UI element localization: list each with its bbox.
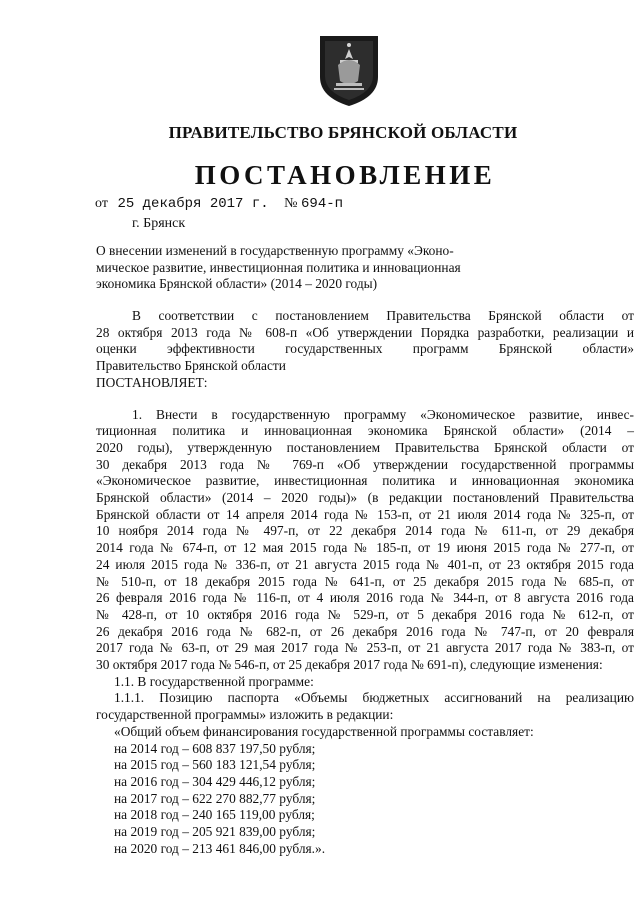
coat-of-arms-emblem <box>316 33 382 109</box>
funding-item: на 2016 год – 304 429 446,12 рубля; <box>114 773 316 789</box>
date-number-line <box>95 196 343 212</box>
subject-line: мическое развитие, инвестиционная политика и инновационная <box>96 259 461 275</box>
funding-item: на 2014 год – 608 837 197,50 рубля; <box>114 740 316 756</box>
item1-line: 2020 годы), утвержденную постановлением Правительства Брянской области от <box>96 439 634 455</box>
city: г. Брянск <box>132 216 186 231</box>
subject-line: экономика Брянской области» (2014 – 2020 годы) <box>96 276 378 291</box>
funding-item: на 2018 год – 240 165 119,00 рубля; <box>114 807 315 823</box>
funding-list <box>96 741 634 858</box>
item1-line: 30 декабря 2013 года № 769-п «Об утверждении государственной программы <box>96 456 634 472</box>
resolves-heading: ПОСТАНОВЛЯЕТ: <box>96 374 208 390</box>
item1-line: Брянской области от 14 апреля 2014 года № 153-п, от 21 июля 2014 года № 325-п, от <box>96 506 634 522</box>
preamble-line: оценки эффективности государственных программ Брянской области» <box>96 341 634 357</box>
decree-number: 694-п <box>301 196 344 212</box>
item1-line: 30 октября 2017 года № 546-п, от 25 декабря 2017 года № 691-п), следующие изменения: <box>96 657 603 673</box>
item1-line: 26 февраля 2016 года № 116-п, от 4 июля 2016 года № 344-п, от 8 августа 2016 года <box>96 590 634 606</box>
number-sign: № <box>284 196 298 211</box>
decree-subject <box>96 243 506 293</box>
item1-line: 2017 года № 63-п, от 29 мая 2017 года № 253-п, от 21 августа 2017 года № 383-п, от <box>96 640 634 656</box>
preamble-line: 28 октября 2013 года № 608-п «Об утверждении Порядка разработки, реализации и <box>96 324 634 340</box>
preamble-line: В соответствии с постановлением Правительства Брянской области от <box>132 308 634 323</box>
funding-item: на 2020 год – 213 461 846,00 рубля.». <box>114 840 326 856</box>
item1-line: Брянской области» (2014 – 2020 годы)» (в редакции постановлений Правительства <box>96 490 634 506</box>
coat-of-arms-icon <box>316 33 382 109</box>
item1-line: 2014 года № 674-п, от 12 мая 2015 года № 185-п, от 19 июня 2015 года № 277-п, от <box>96 540 634 556</box>
government-title: ПРАВИТЕЛЬСТВО БРЯНСКОЙ ОБЛАСТИ <box>168 123 518 142</box>
item1-line: 24 июля 2015 года № 336-п, от 21 августа 2015 года № 401-п, от 23 октября 2015 года <box>96 556 634 572</box>
preamble-line: Правительство Брянской области <box>96 358 286 374</box>
funding-item: на 2019 год – 205 921 839,00 рубля; <box>114 824 316 840</box>
item1-line: 1. Внести в государственную программу «Экономическое развитие, инвес- <box>132 406 634 422</box>
document-type-title: ПОСТАНОВЛЕНИЕ <box>194 160 496 190</box>
decree-body <box>96 308 634 858</box>
item1-line: 10 ноября 2014 года № 497-п, от 22 декабря 2014 года № 611-п, от 29 декабря <box>96 523 634 539</box>
subject-line: О внесении изменений в государственную программу «Эконо- <box>96 243 454 258</box>
item1-1-1-line: 1.1.1. Позицию паспорта «Объемы бюджетных ассигнований на реализацию <box>114 690 634 706</box>
funding-intro: «Общий объем финансирования государственной программы составляет: <box>114 723 534 739</box>
item1-line: «Экономическое развитие, инвестиционная политика и инновационная экономика <box>96 473 634 489</box>
item1-line: № 510-п, от 18 декабря 2015 года № 641-п, от 25 декабря 2015 года № 685-п, от <box>96 573 634 589</box>
item1-line: 26 декабря 2016 года № 682-п, от 26 декабря 2016 года № 747-п, от 20 февраля <box>96 623 634 639</box>
item1-1-1-line: государственной программы» изложить в редакции: <box>96 707 394 723</box>
item1-line: тиционная политика и инновационная экономика Брянской области» (2014 – <box>96 423 634 439</box>
item1-line: № 428-п, от 10 октября 2016 года № 529-п, от 5 декабря 2016 года № 612-п, от <box>96 606 634 622</box>
item1-1-line: 1.1. В государственной программе: <box>114 673 314 689</box>
funding-item: на 2017 год – 622 270 882,77 рубля; <box>114 790 316 806</box>
date-prefix: от <box>95 196 108 211</box>
funding-item: на 2015 год – 560 183 121,54 рубля; <box>114 757 316 773</box>
decree-date: 25 декабря 2017 г. <box>117 196 269 212</box>
